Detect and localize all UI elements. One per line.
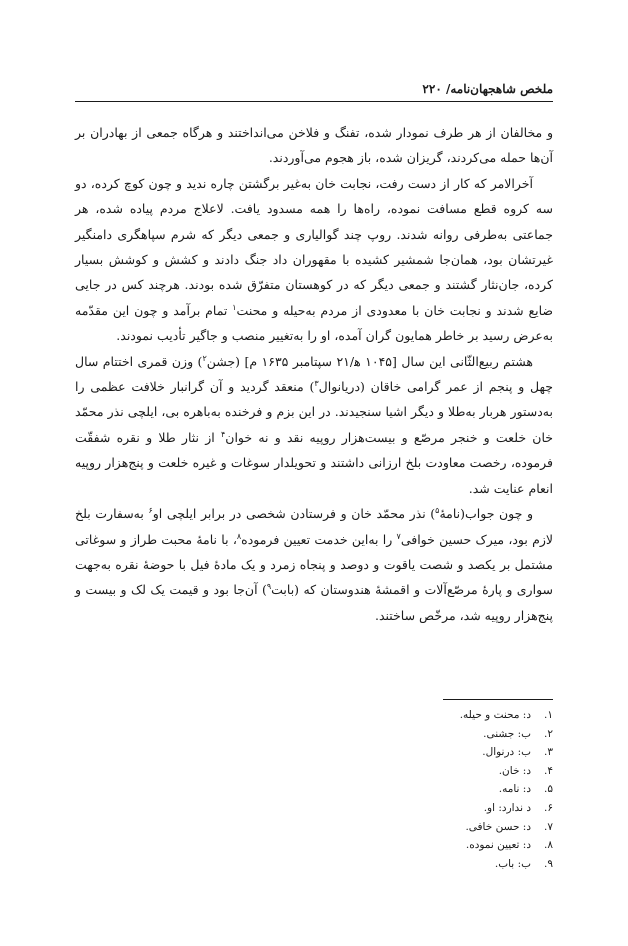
paragraph-1-text: و مخالفان از هر طرف نمودار شده، تفنگ و فلاخن می‌انداختند و هرگاه جمعی از بهادران بر آن‌ها حمله می‌کردند، گریزان شده، باز هجوم می‌آوردند. [75, 125, 553, 166]
paragraph-3-text-end: از نثار طلا و نقره شفقّت فرموده، رخصت معاودت بلخ ارزانی داشتند و تحویلدار سوغات و غیره خلعت و پنج‌هزار روپیه انعام عنایت شد. [75, 429, 553, 496]
paragraph-4 [75, 501, 553, 628]
footnote-ref-6[interactable]: ۶ [148, 505, 153, 515]
paragraph-4-text-mid4: ، با نامهٔ محبت طراز و سوغاتی مشتمل بر یکصد و شصت یاقوت و دوصد و پنجاه زمرد و یک مادهٔ فیل با حوضهٔ نقره به‌جهت سواری و پارهٔ مرصّع‌آلات و اقمشهٔ هندوستان که (بابت [75, 531, 554, 598]
paragraph-3-text-mid: ) وزن قمری اختتام سال چهل و پنجم از عمر گرامی خاقان (دریانوال [75, 353, 553, 395]
paragraph-4-text-mid1: ) نذر محمّد خان و فرستادن شخصی در برابر ایلچی او [152, 506, 436, 522]
footnote-text: د: نامه. [498, 783, 531, 796]
footnote-text: د: خان. [498, 764, 531, 777]
footnote-text: د: حسن خافی. [465, 820, 531, 833]
footnote-text: ب: جشنی. [483, 727, 531, 740]
footnote-item [75, 743, 553, 762]
footnote-item [75, 836, 553, 855]
footnote-ref-8[interactable]: ۸ [236, 531, 242, 541]
footnote-item [75, 855, 553, 874]
footnotes-list [75, 706, 553, 873]
footnote-text: د: تعیین نموده. [465, 839, 531, 852]
footnote-ref-2[interactable]: ۲ [202, 353, 207, 363]
paragraph-4-text-mid2: به‌سفارت بلخ لازم بود، میرک حسین خوافی [75, 506, 554, 547]
paragraph-4-text-end: ) آن‌جا بود و قیمت یک لک و بیست و پنج‌هزار روپیه شد، مرخّص ساختند. [75, 582, 553, 623]
footnote-number: ۷. [544, 820, 553, 833]
footnote-text: د ندارد: او. [483, 801, 531, 814]
footnote-item [75, 799, 553, 818]
footnote-number: ۶. [544, 801, 553, 814]
paragraph-4-text-mid3: را به‌این خدمت تعیین فرموده [241, 531, 397, 547]
paragraph-1 [75, 120, 553, 171]
footnote-text: ب: درنوال. [482, 746, 531, 759]
paragraph-3 [75, 349, 553, 501]
footnote-item [75, 725, 553, 744]
paragraph-2-text: آخرالامر که کار از دست رفت، نجابت خان به‌غیر برگشتن چاره ندید و چون کوچ کرده، دو سه کروه قطع مسافت نموده، راه‌ها را همه مسدود یافت. لاعلاج مردم پیاده شده، هر جماعتی به‌طرفی روانه شدند. روپ چند گوالیاری و جمعی دیگر که شرم سپاهگری دامنگیر غیرتشان بود، همان‌جا شمشیر کشیده با مقهوران داد جنگ دادند و کشش و کوشش بسیار کرده، جان‌نثار گشتند و جمعی دیگر که در کوهستان متفرّق شده بودند. هرچند کس در جایی ضایع شدند و نجابت خان با معدودی از مردم به‌حیله و محنت [75, 175, 554, 318]
footnote-number: ۴. [544, 764, 553, 777]
footnote-ref-5[interactable]: ۵ [435, 505, 440, 515]
paragraph-3-text: هشتم ربیع‌الثّانی این سال [۱۰۴۵ ه‍/۲۱ سپتامبر ۱۶۳۵ م] (جشن [206, 353, 534, 369]
footnote-item [75, 818, 553, 837]
paragraph-4-text-start: و چون جواب(نامهٔ [439, 506, 533, 522]
footnote-item [75, 706, 553, 725]
footnote-text: د: محنت و حیله. [459, 709, 531, 721]
paragraph-3-text-rest: ) منعقد گردید و آن گرانبار خلافت عظمی را به‌دستور هربار به‌طلا و دیگر اشیا سنجیدند. در این بزم و فرخنده به‌باهره بی، ایلچی نذر محمّد خان خلعت و خنجر مرصّع و بیست‌هزار روپیه نقد و نه خوان [75, 379, 553, 445]
footnote-number: ۵. [544, 783, 553, 796]
paragraph-2-text-end: تمام برآمد و چون این مقدّمه به‌عرض رسید بر خاطر همایون گران آمده، او را به‌تغییر منصب و جاگیر تأدیب نمودند. [75, 302, 553, 344]
main-text [75, 120, 553, 628]
footnote-ref-4[interactable]: ۴ [220, 429, 226, 439]
footnote-item [75, 762, 553, 781]
footnote-ref-3[interactable]: ۳ [314, 378, 319, 388]
footnote-text: ب: باب. [494, 857, 531, 870]
paragraph-2 [75, 171, 553, 349]
footnote-ref-1[interactable]: ۱ [232, 302, 237, 312]
footnote-rule [443, 699, 553, 700]
running-header [75, 77, 553, 101]
footnote-ref-9[interactable]: ۹ [266, 582, 272, 592]
header-rule [75, 101, 553, 102]
footnote-number: ۱. [544, 709, 553, 721]
footnote-ref-7[interactable]: ۷ [396, 531, 401, 541]
footnote-number: ۲. [544, 727, 553, 740]
running-title: ملخص شاهجهان‌نامه/ ۲۲۰ [422, 82, 553, 96]
footnote-number: ۳. [544, 746, 553, 759]
footnote-number: ۸. [544, 839, 553, 852]
footnote-item [75, 780, 553, 799]
footnote-number: ۹. [544, 857, 553, 870]
